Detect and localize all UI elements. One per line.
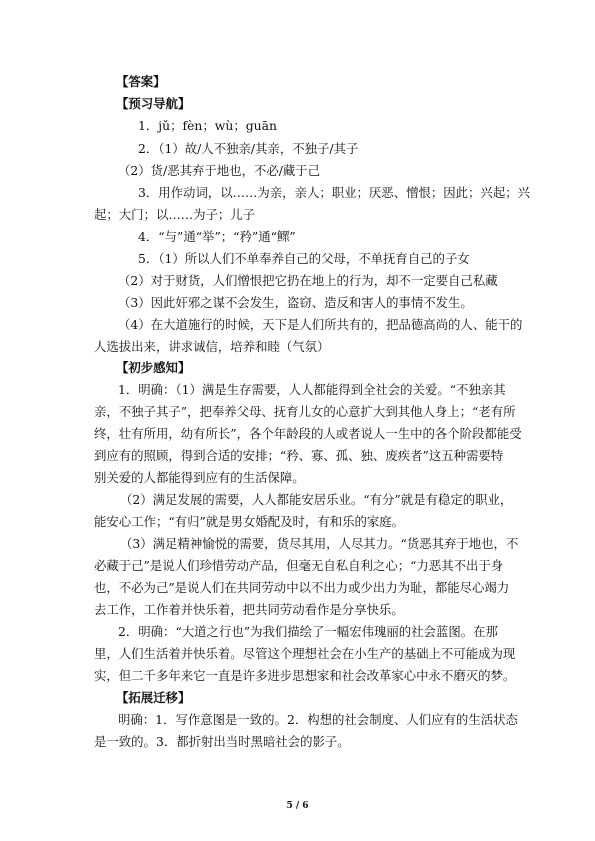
perception-line: 别关爱的人都能得到应有的生活保障。 xyxy=(94,470,305,485)
perception-line: 去工作，工作着并快乐着，把共同劳动看作是分享快乐。 xyxy=(94,602,404,617)
perception-line: （2）满足发展的需要，人人都能安居乐业。“有分”就是有稳定的职业， xyxy=(120,492,513,507)
perception-line: 里，人们生活着并快乐着。尽管这个理想社会在小生产的基础上不可能成为现 xyxy=(94,646,516,661)
heading-answer: 【答案】 xyxy=(116,74,166,89)
heading-extension: 【拓展迁移】 xyxy=(116,690,191,705)
heading-perception: 【初步感知】 xyxy=(116,360,191,375)
perception-line: 2．明确：“大道之行也”为我们描绘了一幅宏伟瑰丽的社会蓝图。在那 xyxy=(118,624,498,639)
preview-line: （3）因此奸邪之谋不会发生，盗窃、造反和害人的事情不发生。 xyxy=(118,295,473,310)
perception-line: 到应有的照顾，得到合适的安排；“矜、寡、孤、独、废疾者”这五种需要特 xyxy=(94,448,504,463)
page-number: 5 / 6 xyxy=(286,801,309,811)
preview-line: （4）在大道施行的时候，天下是人们所共有的，把品德高尚的人、能干的 xyxy=(118,317,523,332)
preview-line: 人选拔出来，讲求诚信，培养和睦（气氛） xyxy=(94,339,330,354)
perception-line: 终，壮有所用，幼有所长”，各个年龄段的人或者说人一生中的各个阶段都能受 xyxy=(94,426,522,441)
perception-line: （3）满足精神愉悦的需要，货尽其用，人尽其力。“货恶其弃于地也，不 xyxy=(120,536,519,551)
perception-line: 能安心工作；“有归”就是男女婚配及时，有和乐的家庭。 xyxy=(94,514,405,529)
preview-line: 4．“与”通“举”；“矜”通“鳏” xyxy=(138,229,296,244)
extension-line: 明确：1．写作意图是一致的。2．构想的社会制度、人们应有的生活状态 xyxy=(118,712,518,727)
extension-line: 是一致的。3．都折射出当时黑暗社会的影子。 xyxy=(94,734,350,749)
heading-preview: 【预习导航】 xyxy=(116,96,191,111)
preview-line: 起；大门；以……为子；儿子 xyxy=(94,207,256,222)
perception-line: 1．明确：（1）满是生存需要，人人都能得到全社会的关爱。“不独亲其 xyxy=(118,382,506,397)
perception-line: 亲，不独子其子”，把奉养父母、抚育儿女的心意扩大到其他人身上；“老有所 xyxy=(94,404,516,419)
perception-line: 必藏于己”是说人们珍惜劳动产品，但毫无自私自利之心；“力恶其不出于身 xyxy=(94,558,504,573)
preview-line: 1．jǔ；fèn；wù；guān xyxy=(138,118,278,133)
preview-line: 3．用作动词，以……为亲，亲人；职业；厌恶、憎恨；因此；兴起；兴 xyxy=(138,185,530,200)
preview-line: （2）对于财货，人们憎恨把它扔在地上的行为，却不一定要自己私藏 xyxy=(118,273,498,288)
perception-line: 也，不必为己”是说人们在共同劳动中以不出力或少出力为耻，都能尽心竭力 xyxy=(94,580,510,595)
preview-line: 5．（1）所以人们不单奉养自己的父母，不单抚育自己的子女 xyxy=(138,251,470,266)
preview-line: 2．（1）故/人不独亲/其亲，不独子/其子 xyxy=(138,141,359,156)
preview-line: （2）货/恶其弃于地也，不必/藏于己 xyxy=(118,163,321,178)
perception-line: 实，但二千多年来它一直是许多进步思想家和社会改革家心中永不磨灭的梦。 xyxy=(94,668,516,683)
